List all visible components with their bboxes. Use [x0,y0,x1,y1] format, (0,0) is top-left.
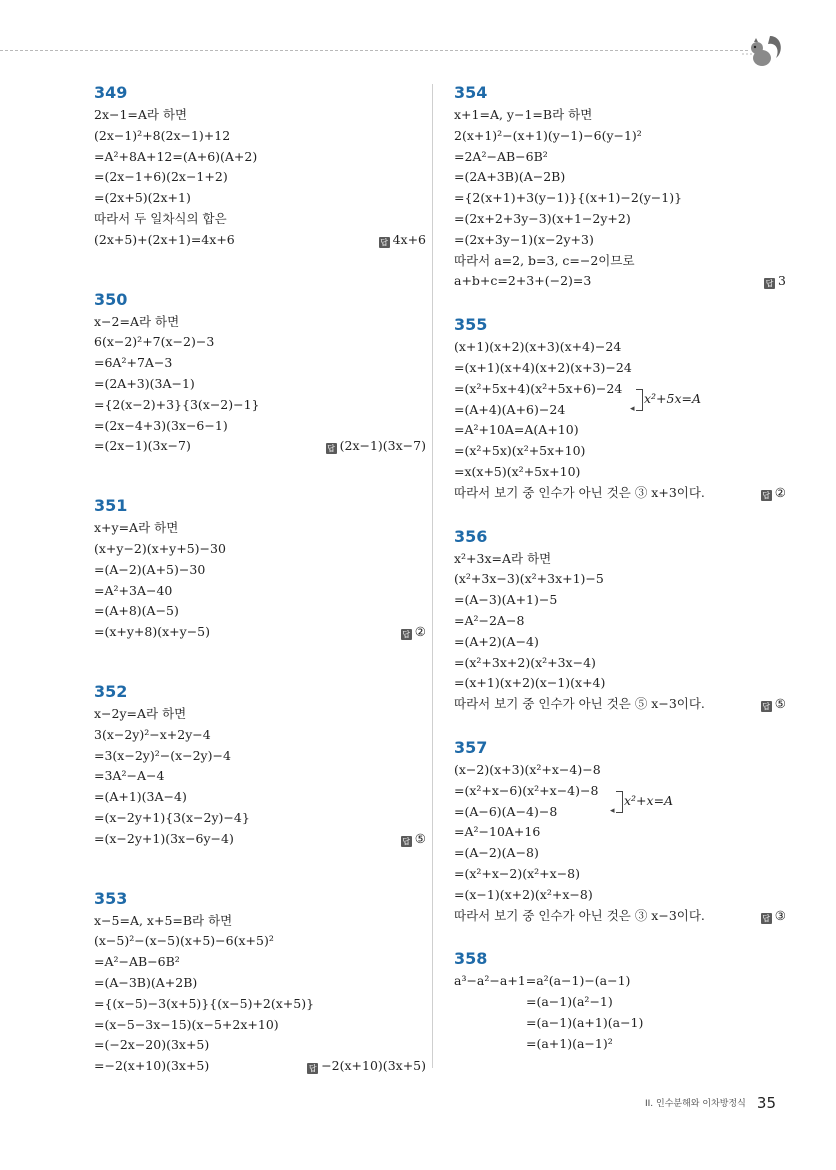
squirrel-mascot-icon [740,30,784,74]
answer-value: ② [774,484,786,500]
solution-text: 따라서 보기 중 인수가 아닌 것은 ⑤ x−3이다. [454,696,705,712]
answer-icon: 답 [402,836,411,846]
solution-line: =A²+8A+12=(A+6)(A+2) [94,148,258,164]
problem-number: 350 [94,289,128,309]
answer-icon: 답 [327,444,335,454]
solution-line: =(A+1)(3A−4) [94,789,187,805]
solution-line: 따라서 a=2, b=3, c=−2이므로 [454,252,635,268]
answer-icon: 답 [765,279,774,289]
solution-line [94,230,426,251]
answer-icon: 답 [762,702,771,712]
solution-line: =(x−2y+1){3(x−2y)−4} [94,809,250,825]
solution-line: =(x+1)(x+2)(x−1)(x+4) [454,675,606,691]
answer-value: ② [414,624,426,640]
page-number: 35 [756,1093,776,1112]
solution-text: 따라서 보기 중 인수가 아닌 것은 ③ x+3이다. [454,484,705,500]
solution-line: =(x²+3x+2)(x²+3x−4) [454,654,596,670]
solution-line: =(x+1)(x+4)(x+2)(x+3)−24 [454,359,632,375]
problem-350 [94,289,426,458]
solution-line: (2x−1)²+8(2x−1)+12 [94,127,231,143]
solution-line: =(A+2)(A−4) [454,633,539,649]
solution-line: =(A−3)(A+1)−5 [454,592,558,608]
solution-line: =(x−5−3x−15)(x−5+2x+10) [94,1016,279,1032]
solution-line: 2x−1=A라 하면 [94,107,188,122]
solution-line: 3(x−2y)²−x+2y−4 [94,726,211,742]
solution-line: =(a−1)(a²−1) [526,994,613,1010]
answer-value: ③ [774,907,786,923]
problem-355 [454,314,786,503]
solution-line: =(A−2)(A+5)−30 [94,561,206,577]
answer-value: ⑤ [774,696,786,712]
problem-349 [94,82,426,251]
solution-line: =2A²−AB−6B² [454,148,548,164]
solution-line: 2(x+1)²−(x+1)(y−1)−6(y−1)² [454,127,642,143]
solution-line: x+1=A, y−1=B라 하면 [454,107,593,122]
solution-line: 6(x−2)²+7(x−2)−3 [94,334,215,350]
problem-number: 354 [454,83,488,102]
solution-line [94,622,426,643]
problem-number: 355 [454,315,488,335]
solution-line: =A²+3A−40 [94,582,173,598]
solution-line: =(x²+5x)(x²+5x+10) [454,443,586,459]
right-column [454,82,786,1054]
answer-icon: 답 [762,913,771,923]
answer-icon: 답 [402,630,411,640]
problem-352 [94,681,426,850]
solution-text: =(x²+x−6)(x²+x−4)−8 [454,782,599,798]
solution-line: =(A−3B)(A+2B) [94,974,198,990]
answer-value: (2x−1)(3x−7) [339,438,426,454]
answer [401,622,426,643]
answer [764,271,786,292]
solution-line: (x−2)(x+3)(x²+x−4)−8 [454,761,601,777]
problem-number: 351 [94,496,128,516]
solution-line: =(2x−1+6)(2x−1+2) [94,169,228,185]
substitution-text: x²+x=A [624,792,674,808]
solution-line: =(x−1)(x+2)(x²+x−8) [454,886,593,902]
solution-line: =(2x+3y−1)(x−2y+3) [454,231,594,247]
solution-line: =6A²+7A−3 [94,355,173,371]
solution-line: ={(x−5)−3(x+5)}{(x−5)+2(x+5)} [94,995,315,1011]
solution-line: =A²−2A−8 [454,612,525,628]
solution-line: =A²+10A=A(A+10) [454,422,579,438]
solution-line: (x−5)²−(x−5)(x+5)−6(x+5)² [94,933,274,949]
solution-text: 따라서 보기 중 인수가 아닌 것은 ③ x−3이다. [454,907,705,923]
solution-line [454,483,786,504]
problem-number: 352 [94,681,128,701]
solution-line: =(2A+3B)(A−2B) [454,169,566,185]
solution-line: (x+1)(x+2)(x+3)(x+4)−24 [454,339,622,355]
solution-line: ={2(x+1)+3(y−1)}{(x+1)−2(y−1)} [454,190,683,206]
solution-text: =(2x−1)(3x−7) [94,438,191,454]
top-dashed-rule [0,50,748,51]
solution-line: x−2y=A라 하면 [94,705,187,721]
solution-text: (2x+5)+(2x+1)=4x+6 [94,231,235,247]
solution-line: =x(x+5)(x²+5x+10) [454,463,581,479]
answer [307,1056,426,1077]
solution-line: x²+3x=A라 하면 [454,550,552,566]
problem-353 [94,888,426,1077]
solution-line: (x²+3x−3)(x²+3x+1)−5 [454,571,604,587]
solution-line [454,906,786,927]
problem-number: 358 [454,949,488,969]
solution-text: =(x−2y+1)(3x−6y−4) [94,830,234,846]
solution-line: x−2=A라 하면 [94,313,180,329]
solution-text: =(x+y+8)(x+y−5) [94,624,211,640]
solution-line: =(a+1)(a−1)² [526,1035,613,1051]
solution-line: =(a−1)(a+1)(a−1) [526,1014,644,1030]
arrow-left-icon: ◂ [630,403,635,414]
problem-number: 357 [454,737,488,757]
left-column [94,82,426,1077]
solution-line: =(A−6)(A−4)−8 [454,803,558,819]
problem-354 [454,82,786,292]
solution-line: =(A+4)(A+6)−24 [454,401,566,417]
solution-line [454,694,786,715]
substitution-text: x²+5x=A [644,390,702,406]
answer-value: 3 [778,273,786,289]
answer [379,230,426,251]
solution-line: ={2(x−2)+3}{3(x−2)−1} [94,396,260,412]
solution-line: =3(x−2y)²−(x−2y)−4 [94,747,231,763]
problem-number: 356 [454,526,488,546]
solution-line: =(A−2)(A−8) [454,845,539,861]
solution-line [94,829,426,850]
solution-line: a³−a²−a+1=a²(a−1)−(a−1) [454,973,631,989]
answer-value: −2(x+10)(3x+5) [321,1058,426,1074]
answer [761,483,786,504]
problem-356 [454,526,786,715]
solution-line: =A²−AB−6B² [94,954,180,970]
solution-line: =(x²+x−2)(x²+x−8) [454,865,581,881]
problem-358 [454,948,786,1054]
answer [326,436,426,457]
answer [761,694,786,715]
answer-icon: 답 [308,1064,317,1074]
solution-line: (x+y−2)(x+y+5)−30 [94,540,226,556]
solution-line [94,1056,426,1077]
solution-line: =A²−10A+16 [454,824,541,840]
problem-number: 349 [94,83,128,102]
page-footer [596,1092,776,1112]
solution-line: =(A+8)(A−5) [94,603,179,619]
solution-line: =(2A+3)(3A−1) [94,375,195,391]
problem-number: 353 [94,888,128,908]
solution-text: =(x²+5x+4)(x²+5x+6)−24 [454,380,623,396]
solution-line: x−5=A, x+5=B라 하면 [94,912,233,928]
solution-line: =(2x+5)(2x+1) [94,190,191,206]
answer-icon: 답 [380,237,388,247]
solution-text: =−2(x+10)(3x+5) [94,1058,210,1074]
solution-line [94,436,426,457]
solution-line [454,271,786,292]
solution-line: =(2x−4+3)(3x−6−1) [94,417,228,433]
solution-text: a+b+c=2+3+(−2)=3 [454,273,592,289]
chapter-title: II. 인수분해와 이차방정식 [644,1099,746,1109]
answer-value: 4x+6 [392,231,426,247]
answer [761,906,786,927]
arrow-left-icon: ◂ [610,805,615,816]
answer-icon: 답 [762,490,771,500]
problem-351 [94,495,426,643]
answer [401,829,426,850]
answer-value: ⑤ [414,830,426,846]
solution-line: 따라서 두 일차식의 합은 [94,210,227,226]
column-divider [432,84,433,1068]
solution-line: =(2x+2+3y−3)(x+1−2y+2) [454,210,631,226]
solution-line: =(−2x−20)(3x+5) [94,1037,210,1053]
solution-line: x+y=A라 하면 [94,520,179,536]
solution-line: =3A²−A−4 [94,768,165,784]
problem-357 [454,737,786,926]
